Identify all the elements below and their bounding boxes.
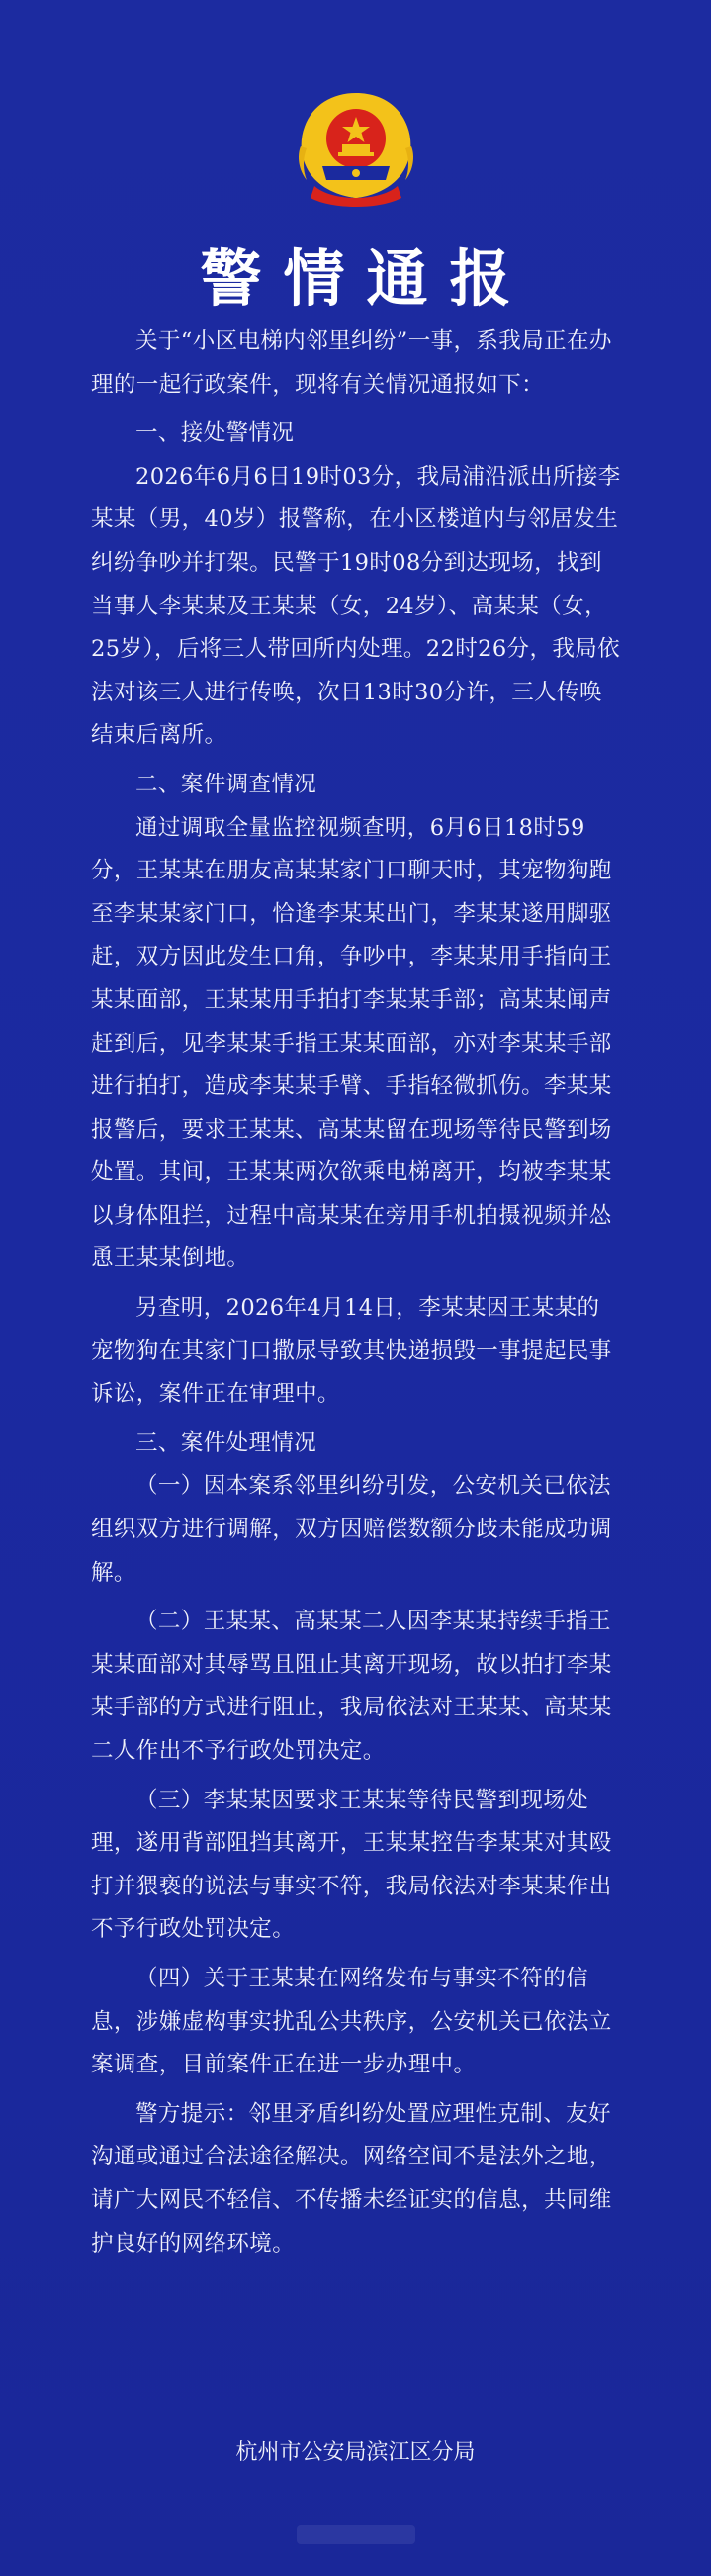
section2-body-2: 另查明，2026年4月14日，李某某因王某某的宠物狗在其家门口撒尿导致其快递损毁一事提起民事诉讼，案件正在审理中。 <box>91 1295 612 1408</box>
watermark-mark <box>297 2525 415 2544</box>
section3-heading: 三、案件处理情况 <box>135 1429 317 1456</box>
section2-body-1: 通过调取全量监控视频查明，6月6日18时59分，王某某在朋友高某某家门口聊天时，其宠物狗跑至李某某家门口，恰逢李某某出门，李某某遂用脚驱赶，双方因此发生口角，争吵中，李某某用手指向王某某面部，王某某用手拍打李某某手部；高某某闻声赶到后，见李某某手指王某某面部，亦对李某某手部进行拍打，造成李某某手臂、手指轻微抓伤。李某某报警后，要求王某某、高某某留在现场等待民警到场处置。其间，王某某两次欲乘电梯离开，均被李某某以身体阻拦，过程中高某某在旁用手机拍摄视频并怂恿王某某倒地。 <box>91 814 612 1272</box>
section3-item-2: （二）王某某、高某某二人因李某某持续手指王某某面部对其辱骂且阻止其离开现场，故以拍打李某某手部的方式进行阻止，我局依法对王某某、高某某二人作出不予行政处罚决定。 <box>91 1609 612 1764</box>
emblem-container <box>0 87 711 210</box>
warning-paragraph: 警方提示：邻里矛盾纠纷处置应理性克制、友好沟通或通过合法途径解决。网络空间不是法外之地，请广大网民不轻信、不传播未经证实的信息，共同维护良好的网络环境。 <box>91 2100 612 2256</box>
report-body <box>91 321 621 2271</box>
section1-body: 2026年6月6日19时03分，我局浦沿派出所接李某某（男，40岁）报警称，在小区楼道内与邻居发生纠纷争吵并打架。民警于19时08分到达现场，找到当事人李某某及王某某（女，24岁）、高某某（女，25岁），后将三人带回所内处理。22时26分，我局依法对该三人进行传唤，次日13时30分许，三人传唤结束后离所。 <box>91 463 621 749</box>
section1-heading: 一、接处警情况 <box>135 420 295 447</box>
section2-heading: 二、案件调查情况 <box>135 771 317 797</box>
section3-item-3: （三）李某某因要求王某某等待民警到现场处理，遂用背部阻挡其离开，王某某控告李某某对其殴打并猥亵的说法与事实不符，我局依法对李某某作出不予行政处罚决定。 <box>91 1787 612 1943</box>
page-title: 警情通报 <box>200 242 533 315</box>
section3-item-4: （四）关于王某某在网络发布与事实不符的信息，涉嫌虚构事实扰乱公共秩序，公安机关已依法立案调查，目前案件正在进一步办理中。 <box>91 1965 612 2078</box>
issuer-signature: 杭州市公安局滨江区分局 <box>235 2440 476 2465</box>
police-emblem-icon <box>293 87 419 210</box>
intro-paragraph: 关于“小区电梯内邻里纠纷”一事，系我局正在办理的一起行政案件，现将有关情况通报如下： <box>91 328 612 398</box>
section3-item-1: （一）因本案系邻里纠纷引发，公安机关已依法组织双方进行调解，双方因赔偿数额分歧未能成功调解。 <box>91 1473 612 1586</box>
